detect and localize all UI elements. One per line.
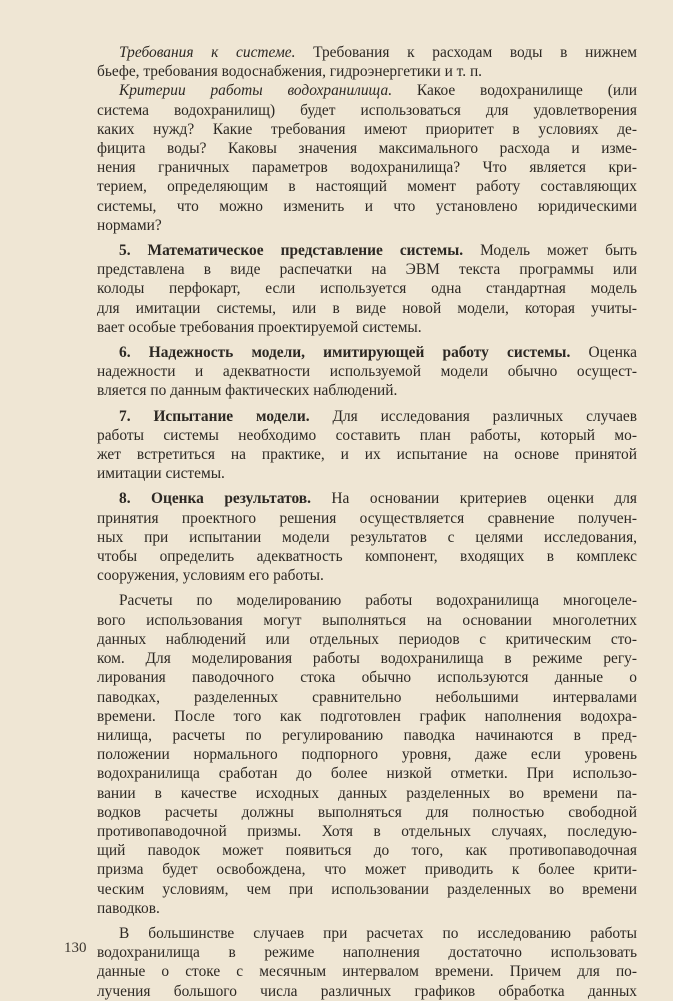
section-heading: 5. Математическое представление системы. <box>119 242 464 260</box>
paragraph-line: надежности и адекватности используемой модели обычно осущест- <box>97 363 637 381</box>
paragraph-system-requirements <box>97 43 637 62</box>
paragraph-line: призма будет освобождена, что может приводить к более крити- <box>97 861 637 879</box>
paragraph-line: нормами? <box>97 216 162 234</box>
section-heading: 8. Оценка результатов. <box>119 490 311 508</box>
paragraph-line: водохранилища сработан до более низкой отметки. При использо- <box>97 765 637 783</box>
section-heading: 6. Надежность модели, имитирующей работу системы. <box>119 344 571 362</box>
paragraph-line: щий паводок может появиться до того, как противопаводочная <box>97 842 637 860</box>
paragraph-line: чтобы определить адекватность компонент, входящих в комплекс <box>97 548 637 566</box>
paragraph-line: системы, что можно изменить и что установлено юридическими <box>97 197 637 215</box>
paragraph-line: имитации системы. <box>97 465 225 483</box>
paragraph-line: Расчеты по моделированию работы водохранилища многоцеле- <box>119 592 637 610</box>
paragraph-line: противопаводочной призмы. Хотя в отдельных случаях, последую- <box>97 822 637 840</box>
paragraph-line: вании в качестве исходных данных разделенных во времени па- <box>97 784 637 802</box>
page-body <box>97 43 637 1001</box>
line: Требования к расходам воды в нижнем <box>295 44 637 61</box>
paragraph-line: ком. Для моделирования работы водохранилища в режиме регу- <box>97 650 637 668</box>
paragraph-line: сооружения, условиям его работы. <box>97 567 324 585</box>
paragraph-line: вляется по данным фактических наблюдений. <box>97 382 398 400</box>
section-heading: 7. Испытание модели. <box>119 407 310 425</box>
paragraph-line: жет встретиться на практике, и их испытание на основе принятой <box>97 446 637 464</box>
line: Какое водохранилище (или <box>392 82 637 100</box>
paragraph-line: паводков. <box>97 899 160 917</box>
paragraph-line: паводках, разделенных сравнительно небольшими интервалами <box>97 688 637 706</box>
section-6-heading-line <box>97 343 637 362</box>
paragraph-line: фицита воды? Каковы значения максимального расхода и изме- <box>97 140 637 158</box>
paragraph-reservoir-criteria <box>97 81 637 100</box>
line: Модель может быть <box>463 242 637 260</box>
section-5-heading-line <box>97 241 637 260</box>
paragraph-line: ных при испытании модели результатов с целями исследования, <box>97 528 637 546</box>
paragraph-line: нения граничных параметров водохранилища? Что является кри- <box>97 159 637 177</box>
paragraph-line: ческим условиям, чем при использовании разделенных во времени <box>97 880 637 898</box>
paragraph-line: водков расчеты должны выполняться для полностью свободной <box>97 803 637 821</box>
paragraph-line: положении нормального подпорного уровня, даже если уровень <box>97 746 637 764</box>
paragraph-line: каких нужд? Какие требования имеют приоритет в условиях де- <box>97 120 637 138</box>
paragraph-line: нилища, расчеты по регулированию паводка начинаются в пред- <box>97 726 637 744</box>
paragraph-line: данные о стоке с месячным интервалом времени. Причем для по- <box>97 963 637 981</box>
paragraph-line: колоды перфокарт, если используется одна стандартная модель <box>97 280 637 298</box>
paragraph-line: лучения большого числа различных графиков обработка данных <box>97 982 637 1000</box>
paragraph-line: принятия проектного решения осуществляется сравнение получен- <box>97 509 637 527</box>
line: На основании критериев оценки для <box>310 490 637 508</box>
page-number: 130 <box>64 940 87 956</box>
paragraph-line: данных наблюдений или отдельных периодов с критическим сто- <box>97 630 637 648</box>
paragraph-line: представлена в виде распечатки на ЭВМ текста программы или <box>97 261 637 279</box>
line: Оценка <box>570 344 638 362</box>
italic-term: Требования к системе. <box>119 44 296 61</box>
italic-term: Критерии работы водохранилища. <box>119 82 393 100</box>
paragraph-line: бьефе, требования водоснабжения, гидроэнергетики и т. п. <box>97 63 483 81</box>
paragraph-line: работы системы необходимо составить план работы, который мо- <box>97 426 637 444</box>
paragraph-line: вает особые требования проектируемой системы. <box>97 318 422 336</box>
section-8-heading-line <box>97 489 637 508</box>
line: Для исследования различных случаев <box>309 407 637 425</box>
section-7-heading-line <box>97 407 637 426</box>
paragraph-line: В большинстве случаев при расчетах по исследованию работы <box>119 924 637 942</box>
paragraph-line: терием, определяющим в настоящий момент работу составляющих <box>97 178 637 196</box>
paragraph-line: вого использования могут выполняться на основании многолетних <box>97 611 637 629</box>
paragraph-line: система водохранилищ) будет использоваться для удовлетворения <box>97 101 637 119</box>
paragraph-line: времени. После того как подготовлен график наполнения водохра- <box>97 707 637 725</box>
paragraph-line: для имитации системы, или в виде новой модели, которая учиты- <box>97 299 637 317</box>
paragraph-line: лирования паводочного стока обычно используются данные о <box>97 669 637 687</box>
paragraph-line: водохранилища в режиме наполнения достаточно использовать <box>97 944 637 962</box>
